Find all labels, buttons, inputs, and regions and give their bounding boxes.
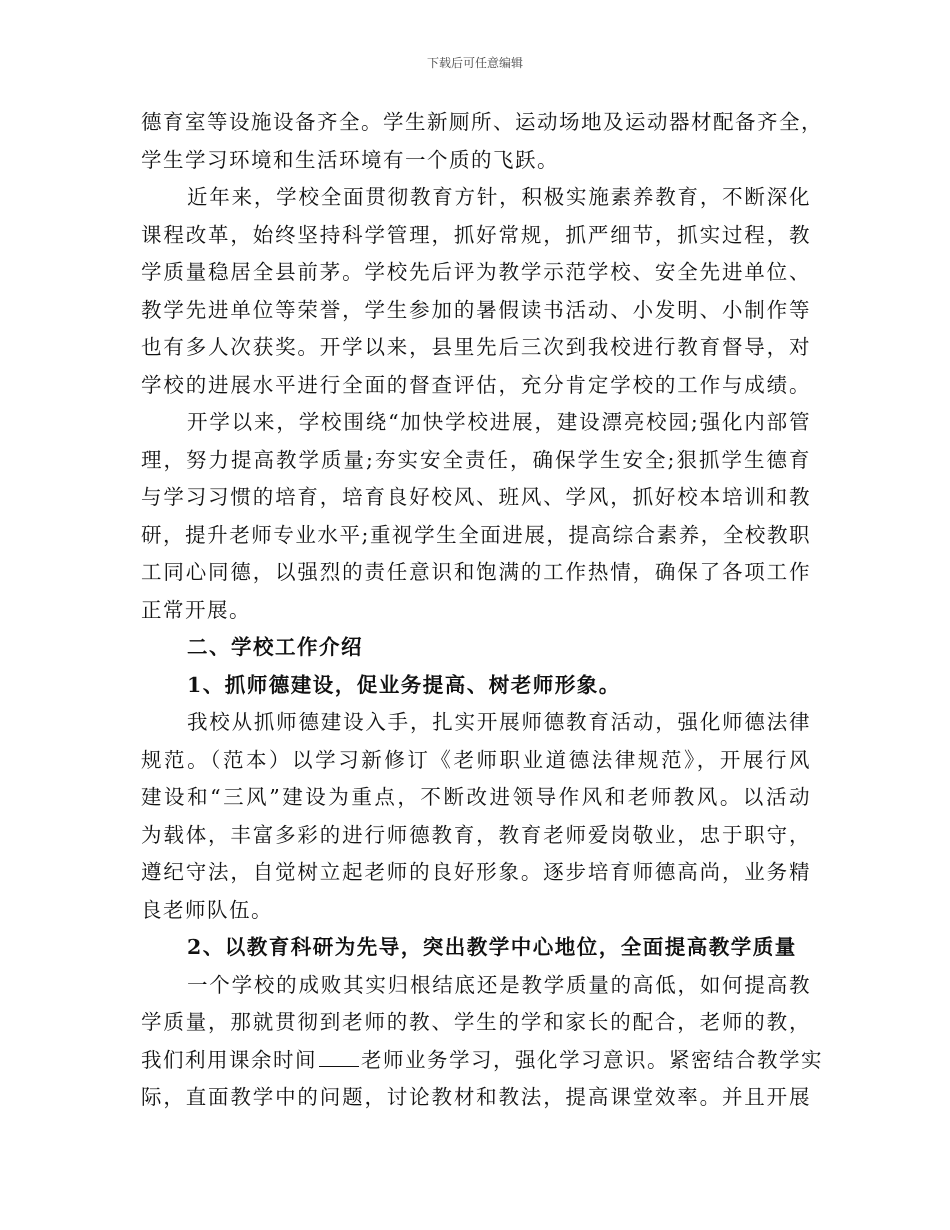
line-text-start: 我们利用课余时间 — [141, 1047, 317, 1072]
paragraph-line: 一个学校的成败其实归根结底还是教学质量的高低，如何提高教 — [187, 972, 811, 997]
paragraph-line — [141, 1042, 823, 1080]
paragraph-line: 学质量稳居全县前茅。学校先后评为教学示范学校、安全先进单位、 — [141, 260, 811, 284]
paragraph-line: 我校从抓师德建设入手，扎实开展师德教育活动，强化师德法律 — [187, 710, 811, 734]
paragraph-line: 理，努力提高教学质量;夯实安全责任，确保学生安全;狠抓学生德育 — [141, 447, 811, 472]
paragraph-line: 遵纪守法，自觉树立起老师的良好形象。逐步培育师德高尚，业务精 — [141, 860, 811, 884]
paragraph-line: 正常开展。 — [141, 597, 251, 622]
subsection-heading: 1、抓师德建设，促业务提高、树老师形象。 — [187, 672, 621, 697]
paragraph-line: 开学以来，学校围绕“加快学校进展，建设漂亮校园;强化内部管 — [187, 410, 811, 434]
paragraph-line: 教学先进单位等荣誉，学生参加的暑假读书活动、小发明、小制作等 — [141, 297, 811, 322]
paragraph-line: 与学习习惯的培育，培育良好校风、班风、学风，抓好校本培训和教 — [141, 485, 811, 509]
document-body — [141, 104, 823, 1117]
paragraph-line: 为载体，丰富多彩的进行师德教育，教育老师爱岗敬业，忠于职守， — [141, 822, 811, 847]
paragraph-line: 建设和“三风”建设为重点，不断改进领导作风和老师教风。以活动 — [141, 785, 811, 809]
paragraph-line: 也有多人次获奖。开学以来，县里先后三次到我校进行教育督导，对 — [141, 335, 811, 359]
paragraph-line: 际，直面教学中的问题，讨论教材和教法，提高课堂效率。并且开展 — [141, 1085, 811, 1109]
subsection-heading: 2、以教育科研为先导，突出教学中心地位，全面提高教学质量 — [187, 935, 797, 959]
fill-in-blank — [319, 1045, 359, 1067]
paragraph-line: 规范。（范本）以学习新修订《老师职业道德法律规范》，开展行风 — [141, 747, 811, 772]
paragraph-line: 良老师队伍。 — [141, 897, 273, 922]
paragraph-line: 工同心同德，以强烈的责任意识和饱满的工作热情，确保了各项工作 — [141, 560, 811, 584]
page-header: 下载后可任意编辑 — [426, 56, 523, 70]
paragraph-line: 近年来，学校全面贯彻教育方针，积极实施素养教育，不断深化 — [187, 185, 811, 209]
paragraph-line: 课程改革，始终坚持科学管理，抓好常规，抓严细节，抓实过程，教 — [141, 222, 811, 247]
paragraph-line: 研，提升老师专业水平;重视学生全面进展，提高综合素养，全校教职 — [141, 522, 811, 547]
line-text-end: 老师业务学习，强化学习意识。紧密结合教学实 — [361, 1047, 823, 1072]
paragraph-line: 德育室等设施设备齐全。学生新厕所、运动场地及运动器材配备齐全， — [141, 110, 823, 134]
paragraph-line: 学校的进展水平进行全面的督查评估，充分肯定学校的工作与成绩。 — [141, 372, 811, 397]
paragraph-line: 学生学习环境和生活环境有一个质的飞跃。 — [141, 147, 559, 172]
section-heading: 二、学校工作介绍 — [187, 635, 363, 659]
paragraph-line: 学质量，那就贯彻到老师的教、学生的学和家长的配合，老师的教， — [141, 1010, 811, 1034]
